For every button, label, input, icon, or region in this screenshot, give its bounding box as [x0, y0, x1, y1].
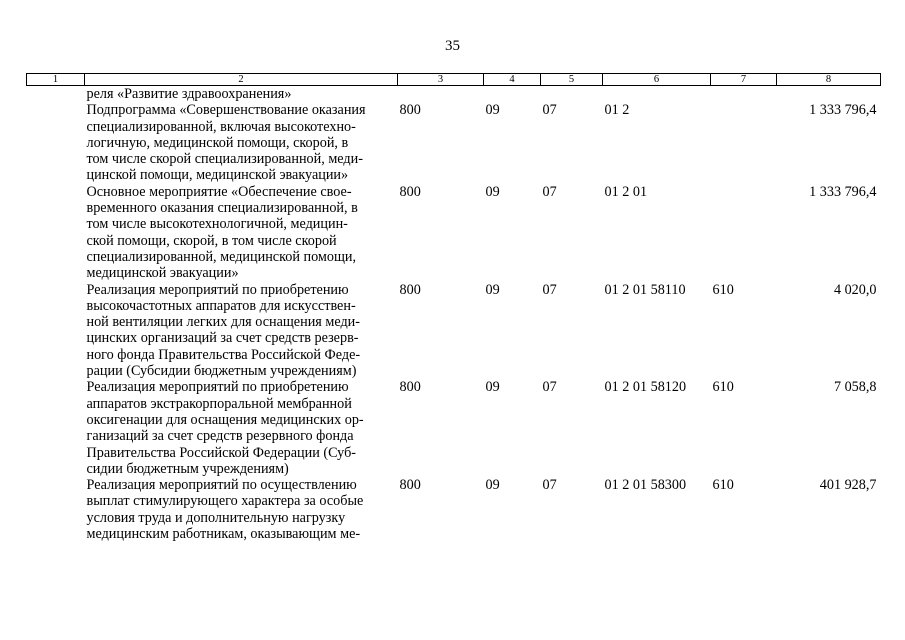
- cell-section-code: 09: [485, 379, 500, 396]
- name-line: временного оказания специализированной, в: [86, 200, 358, 217]
- table-header: [27, 74, 881, 86]
- cell-subsection-code: [541, 86, 603, 103]
- cell-ministry-code: 800: [399, 281, 421, 298]
- name-line: выплат стимулирующего характера за особые: [86, 493, 364, 510]
- cell-section-code: 09: [485, 183, 500, 200]
- header-col-4: 4: [484, 74, 541, 86]
- cell-expense-type: [711, 184, 777, 282]
- cell-subsection-code: 07: [542, 183, 557, 200]
- cell-name: [85, 282, 398, 380]
- name-line: Основное мероприятие «Обеспечение свое-: [86, 183, 352, 200]
- cell-col-1: [27, 184, 85, 282]
- name-line: рации (Субсидии бюджетным учреждениям): [86, 363, 357, 380]
- name-line: ганизаций за счет средств резервного фонда: [86, 428, 354, 445]
- cell-ministry-code: 800: [399, 102, 421, 119]
- cell-name: [85, 86, 398, 103]
- cell-name: [85, 184, 398, 282]
- cell-expense-type: 610: [712, 379, 734, 396]
- cell-ministry-code: 800: [399, 183, 421, 200]
- cell-target-article: 01 2 01 58120: [604, 379, 687, 396]
- name-line: ной вентиляции легких для оснащения меди-: [86, 314, 360, 331]
- header-col-6: 6: [603, 74, 711, 86]
- cell-ministry-code: 800: [399, 477, 421, 494]
- cell-name: [85, 379, 398, 477]
- cell-target-article: 01 2 01 58110: [604, 281, 686, 298]
- budget-table: [26, 73, 881, 542]
- name-line: высокочастотных аппаратов для искусствен-: [86, 297, 356, 314]
- header-col-7: 7: [711, 74, 777, 86]
- cell-target-article: 01 2 01: [604, 183, 648, 200]
- table-body: [27, 86, 881, 543]
- cell-expense-type: 610: [712, 281, 734, 298]
- cell-ministry-code: [398, 86, 484, 103]
- cell-amount: [777, 86, 881, 103]
- cell-expense-type: [711, 102, 777, 183]
- name-line: Реализация мероприятий по приобретению: [86, 281, 349, 298]
- cell-target-article: 01 2: [604, 102, 630, 119]
- name-line: медицинским работникам, оказывающим ме-: [86, 526, 361, 543]
- header-col-2: 2: [85, 74, 398, 86]
- name-line: Реализация мероприятий по осуществлению: [86, 477, 357, 494]
- cell-ministry-code: 800: [399, 379, 421, 396]
- name-line: цинских организаций за счет средств резерв-: [86, 330, 359, 347]
- name-line: ской помощи, скорой, в том числе скорой: [86, 232, 337, 249]
- cell-expense-type: [711, 86, 777, 103]
- header-col-8: 8: [777, 74, 881, 86]
- name-line: сидии бюджетным учреждениям): [86, 460, 289, 477]
- name-line: том числе высокотехнологичной, медицин-: [86, 216, 348, 233]
- name-line: аппаратов экстракорпоральной мембранной: [86, 395, 352, 412]
- name-line: медицинской эвакуации»: [86, 265, 239, 282]
- cell-col-1: [27, 379, 85, 477]
- table-row: [27, 477, 881, 542]
- name-line: специализированной, медицинской помощи,: [86, 248, 357, 265]
- page-number: 35: [445, 38, 460, 54]
- name-line: ного фонда Правительства Российской Феде-: [86, 346, 361, 363]
- header-col-3: 3: [398, 74, 484, 86]
- cell-amount: 4 020,0: [833, 281, 877, 298]
- name-line: том числе скорой специализированной, меди-: [86, 151, 363, 168]
- name-line: Реализация мероприятий по приобретению: [86, 379, 349, 396]
- name-line: цинской помощи, медицинской эвакуации»: [86, 167, 349, 184]
- cell-subsection-code: 07: [542, 477, 557, 494]
- name-line: логичную, медицинской помощи, скорой, в: [86, 134, 349, 151]
- header-row: [27, 74, 881, 86]
- cell-amount: 1 333 796,4: [809, 183, 877, 200]
- cell-section-code: 09: [485, 477, 500, 494]
- cell-section-code: [484, 86, 541, 103]
- cell-target-article: 01 2 01 58300: [604, 477, 687, 494]
- table-row: [27, 379, 881, 477]
- cell-col-1: [27, 102, 85, 183]
- cell-name: [85, 477, 398, 542]
- name-line: условия труда и дополнительную нагрузку: [86, 509, 346, 526]
- cell-col-1: [27, 86, 85, 103]
- cell-target-article: [603, 86, 711, 103]
- cell-subsection-code: 07: [542, 102, 557, 119]
- cell-amount: 401 928,7: [819, 477, 877, 494]
- cell-expense-type: 610: [712, 477, 734, 494]
- table-row: [27, 102, 881, 183]
- header-col-5: 5: [541, 74, 603, 86]
- name-line: реля «Развитие здравоохранения»: [86, 86, 292, 102]
- name-line: Подпрограмма «Совершенствование оказания: [86, 102, 366, 119]
- cell-name: [85, 102, 398, 183]
- cell-section-code: 09: [485, 281, 500, 298]
- cell-amount: 7 058,8: [833, 379, 877, 396]
- name-line: Правительства Российской Федерации (Суб-: [86, 444, 357, 461]
- cell-col-1: [27, 282, 85, 380]
- name-line: оксигенации для оснащения медицинских ор-: [86, 411, 364, 428]
- cell-subsection-code: 07: [542, 281, 557, 298]
- cell-amount: 1 333 796,4: [809, 102, 877, 119]
- name-line: специализированной, включая высокотехно-: [86, 118, 356, 135]
- cell-subsection-code: 07: [542, 379, 557, 396]
- table-row: [27, 282, 881, 380]
- cell-col-1: [27, 477, 85, 542]
- header-col-1: 1: [27, 74, 85, 86]
- cell-section-code: 09: [485, 102, 500, 119]
- table-row: [27, 184, 881, 282]
- table-row: [27, 86, 881, 103]
